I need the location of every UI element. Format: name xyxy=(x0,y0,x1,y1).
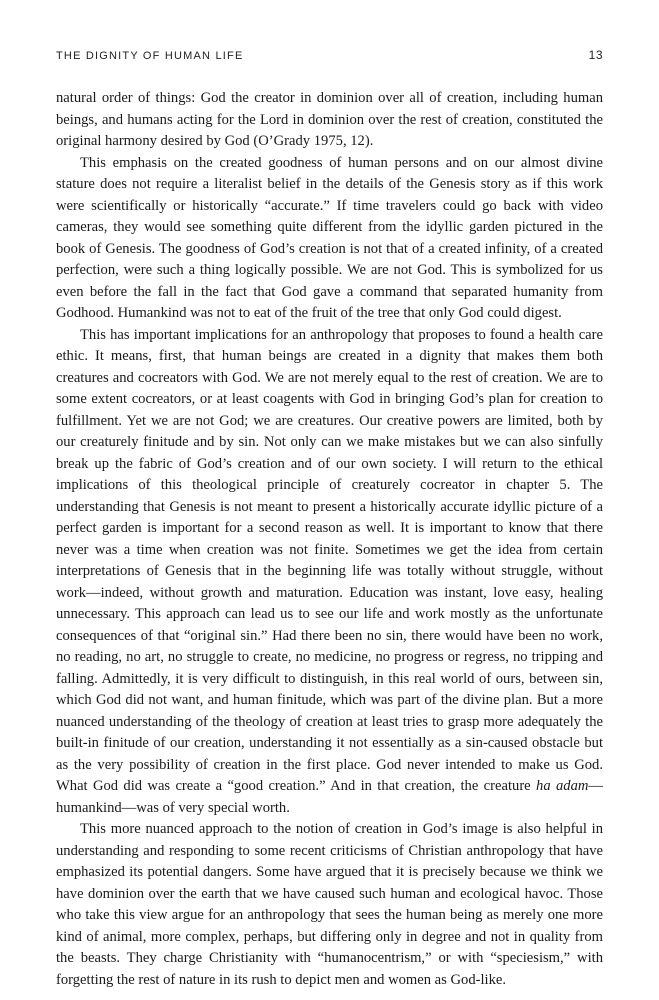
paragraph-text: This has important implications for an anthropology that proposes to found a health care ethic. It means, first, that human beings are created in a dignity that makes them both creatures and cocreators with God. We are not merely equal to the rest of creation. We are to some extent cocreators, or at least coagents with God in bringing God’s plan for creation to fulfillment. Yet we are not God; we are creatures. Our creative powers are limited, both by our creaturely finitude and by sin. Not only can we make mistakes but we can also sinfully break up the fabric of God’s creation and of our own society. I will return to the ethical implications of this theological principle of creaturely cocreator in chapter 5. The understanding that Genesis is not meant to present a historically accurate idyllic picture of a perfect garden is important for a second reason as well. It is important to know that there never was a time when creation was not finite. Sometimes we get the idea from certain interpretations of Genesis that in the beginning life was totally without struggle, without work—indeed, without growth and maturation. Education was instant, love easy, healing unnecessary. This approach can lead us to see our life and work mostly as the unfortunate consequences of that “original sin.” Had there been no sin, there would have been no work, no reading, no art, no struggle to create, no medicine, no progress or regress, no tripping and falling. Admittedly, it is very difficult to distinguish, in this real world of ours, between sin, which God did not want, and human finitude, which was part of the divine plan. But a more nuanced understanding of the theology of creation at least tries to grasp more adequately the built-in finitude of our creation, understanding it not essentially as a sin-caused obstacle but as the very possibility of creation in the first place. God never intended to make us God. What God did was create a “good creation.” And in that creation, the creature xyxy=(56,326,603,794)
paragraph-text-tail: —humankind—was of very special worth. xyxy=(56,778,603,816)
paragraph: This emphasis on the created goodness of human persons and on our almost divine stature does not require a literalist belief in the details of the Genesis story as if this work were scientifically or historically “accurate.” If time travelers could go back with video cameras, they would see something quite different from the idyllic garden pictured in the book of Genesis. The goodness of God’s creation is not that of a created infinity, of a created perfection, were such a thing logically possible. We are not God. This is symbolized for us even before the fall in the fact that God gave a command that separated humanity from Godhood. Humankind was not to eat of the fruit of the tree that only God could digest. xyxy=(56,154,603,321)
paragraph-continued: natural order of things: God the creator in dominion over all of creation, including human beings, and humans acting for the Lord in dominion over the rest of creation, constituted the original harmony desired by God (O’Grady 1975, 12). xyxy=(56,90,603,149)
body-text xyxy=(56,88,603,991)
paragraph: This more nuanced approach to the notion of creation in God’s image is also helpful in understanding and responding to some recent criticisms of Christian anthropology that have emphasized its potential dangers. Some have argued that it is precisely because we think we have dominion over the earth that we have caused such human and ecological havoc. Those who take this view argue for an anthropology that sees the human being as merely one more kind of animal, more complex, perhaps, but differing only in degree and not in quality from the beasts. They charge Christianity with “humanocentrism,” or with “speciesism,” with forgetting the rest of nature in its rush to depict men and women as God-like. xyxy=(56,821,603,988)
page-number: 13 xyxy=(588,48,603,62)
italic-term: ha adam xyxy=(536,778,589,794)
paragraph xyxy=(56,325,603,820)
book-page xyxy=(56,48,603,991)
running-title: THE DIGNITY OF HUMAN LIFE xyxy=(56,50,244,62)
running-head xyxy=(56,48,603,68)
